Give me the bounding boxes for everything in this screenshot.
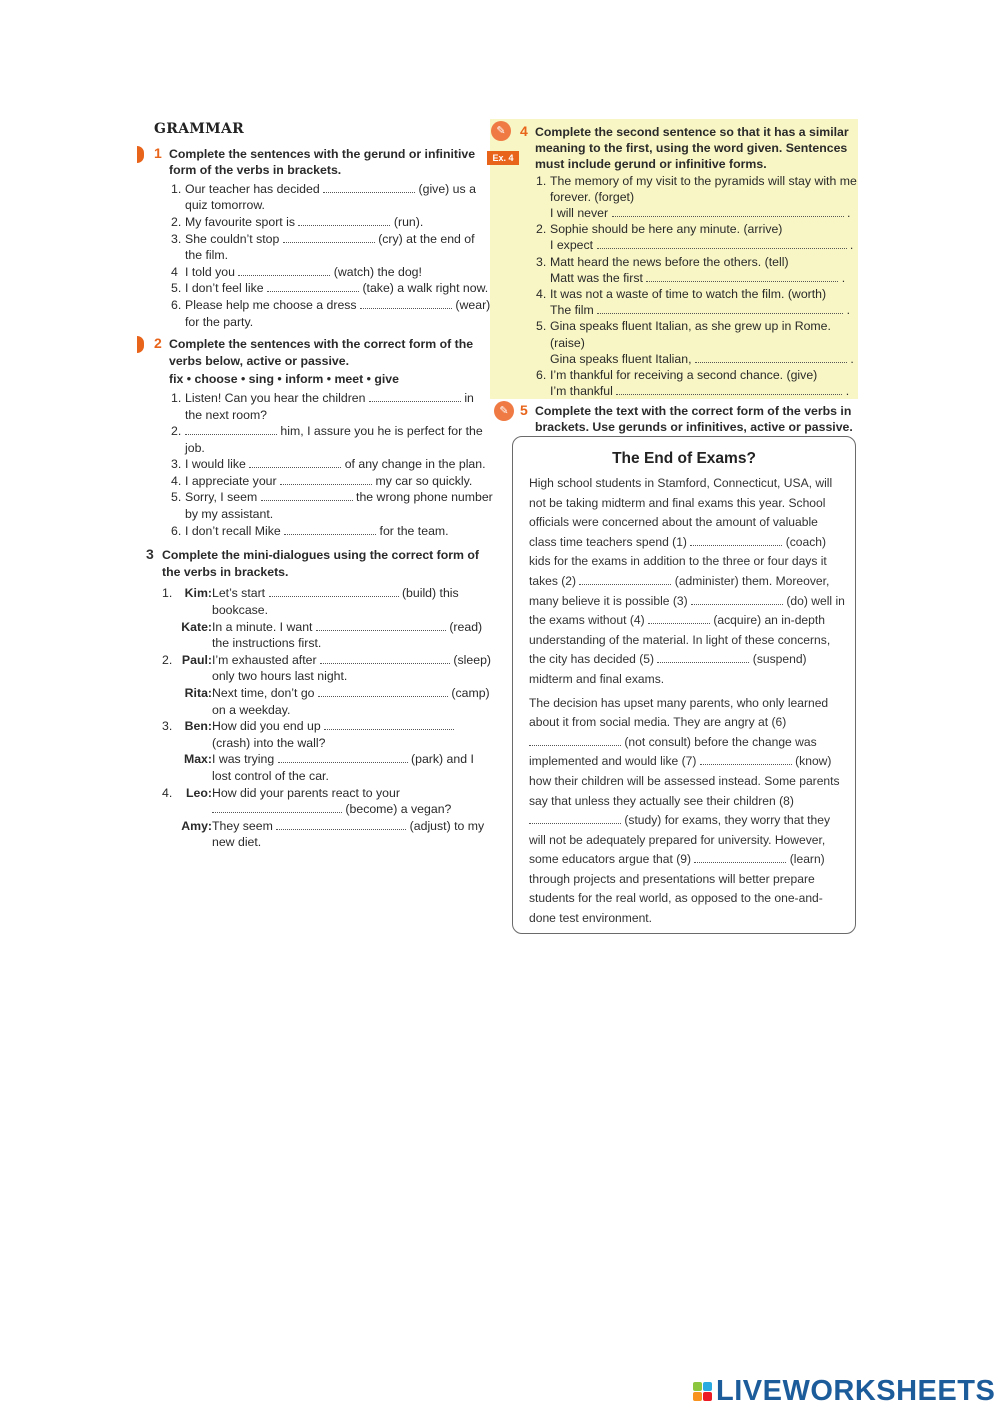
answer-line: I expect .: [550, 238, 854, 253]
list-item: 6. I’m thankful for receiving a second chance. (give): [536, 368, 818, 383]
answer-line: The film .: [550, 303, 850, 318]
answer-gap[interactable]: [212, 801, 342, 813]
list-item: 3. I would like of any change in the plan.: [171, 457, 486, 472]
speaker: Rita:: [184, 686, 212, 700]
list-item: 1. The memory of my visit to the pyramids will stay with me forever. (forget): [536, 173, 857, 204]
answer-gap[interactable]: [323, 181, 415, 193]
answer-gap[interactable]: [298, 214, 390, 226]
speaker: Kate:: [181, 619, 212, 634]
paragraph: The decision has upset many parents, who only learned about it from social media. They are angry at (6) (not consult) before the change was implemented and would like (7) (know) how their children will be assessed instead. Some parents say that unless they actually see their children (8) (study) for exams, they worry that they will not be adequately prepared for university. However, some educators argue that (9) (learn) through projects and presentations will better prepare students for the real world, as opposed to the one-and-done test environment.: [529, 695, 840, 926]
article-body: [529, 474, 847, 929]
reading-text-box: [512, 436, 856, 936]
list-item: 1. Our teacher has decided (give) us a quiz tomorrow.: [171, 181, 476, 213]
answer-gap[interactable]: [267, 280, 359, 292]
list-item: 2. Sophie should be here any minute. (arrive): [536, 222, 783, 237]
exercise-2: [143, 336, 493, 539]
exercise-marker: [137, 336, 144, 353]
paragraph: High school students in Stamford, Connecticut, USA, will not be taking midterm and final exams this year. School officials were concerned about the amount of valuable class time teachers spend (1) (coach) kids for the exams in addition to the three or four days it takes (2) (administer) them. Moreover, many believe it is possible (3) (do) well in the exams without (4) (acquire) an in-depth understanding of the material. In light of these concerns, the city has decided (5) (suspend) midterm and final exams.: [529, 476, 845, 686]
edit-icon[interactable]: ✎: [494, 401, 514, 421]
exercise-number: 4: [520, 123, 528, 139]
list-item: 5. I don’t feel like (take) a walk right now.: [171, 281, 489, 296]
answer-gap[interactable]: [646, 270, 838, 282]
exercise-instructions: Complete the sentences with the gerund or infinitive form of the verbs in brackets.: [169, 146, 476, 178]
answer-gap-6[interactable]: [529, 734, 621, 746]
section-title: GRAMMAR: [154, 121, 245, 137]
answer-gap[interactable]: [280, 473, 372, 485]
speaker: Max:: [183, 752, 212, 767]
exercise-instructions: Complete the second sentence so that it has a similar meaning to the first, using the word given. Sentences must include gerund or infinitive forms.: [535, 125, 849, 172]
exercise-1: [143, 146, 493, 331]
answer-gap[interactable]: [238, 264, 330, 276]
exercise-number: 1: [154, 144, 162, 161]
answer-gap[interactable]: [284, 523, 376, 535]
exercise-instructions: Complete the sentences with the correct form of the verbs below, active or passive.: [169, 337, 474, 368]
answer-gap-5[interactable]: [657, 651, 749, 663]
answer-gap-4[interactable]: [648, 612, 710, 624]
answer-gap[interactable]: [616, 383, 842, 395]
answer-gap[interactable]: [360, 297, 452, 309]
answer-gap[interactable]: [283, 231, 375, 243]
answer-gap[interactable]: [276, 818, 406, 830]
speaker: Amy:: [181, 818, 212, 833]
edit-icon[interactable]: ✎: [491, 121, 511, 141]
answer-gap-2[interactable]: [579, 573, 671, 585]
dialogue-line: Kate: In a minute. I want (read) the instructions first.: [162, 619, 493, 652]
answer-gap[interactable]: [597, 237, 847, 249]
list-item: 6. I don’t recall Mike for the team.: [171, 523, 449, 538]
exercise-5: [520, 403, 858, 435]
speaker: Paul:: [181, 652, 212, 667]
answer-gap-7[interactable]: [700, 753, 792, 765]
exercise-number: 5: [520, 402, 528, 418]
speaker: Ben:: [184, 719, 212, 734]
dialogue-line: 1. Kim: Let’s start (build) this bookcase.: [162, 586, 459, 618]
answer-gap-8[interactable]: [529, 812, 621, 824]
exercise-3: [143, 547, 493, 851]
list-item: 5. Sorry, I seem the wrong phone number by my assistant.: [171, 490, 493, 522]
list-item: 5. Gina speaks fluent Italian, as she grew up in Rome. (raise): [536, 319, 831, 350]
exercise-4: [520, 124, 858, 399]
article-title: The End of Exams?: [612, 450, 756, 467]
logo-text: LIVEWORKSHEETS: [716, 1374, 996, 1407]
dialogue-line: 3. Ben: How did you end up (crash) into the wall?: [162, 718, 493, 751]
answer-gap[interactable]: [269, 585, 399, 597]
exercise-instructions: Complete the mini-dialogues using the correct form of the verbs in brackets.: [162, 548, 480, 579]
dialogue-line: 4. Leo: How did your parents react to your (become) a vegan?: [162, 785, 452, 817]
answer-gap[interactable]: [369, 390, 461, 402]
left-column: [143, 121, 493, 851]
list-item: 3. Matt heard the news before the others. (tell): [536, 254, 789, 269]
exercise-instructions: Complete the text with the correct form of the verbs in brackets. Use gerunds or infinitives, active or passive.: [535, 404, 853, 435]
exercise-number: 2: [154, 335, 162, 352]
answer-line: I’m thankful .: [550, 384, 850, 399]
answer-gap[interactable]: [249, 456, 341, 468]
answer-line: Matt was the first .: [550, 270, 846, 285]
answer-gap[interactable]: [320, 652, 450, 664]
logo-mark-icon: [693, 1382, 712, 1401]
list-item: 1. Listen! Can you hear the children in the next room?: [171, 390, 474, 422]
dialogue-line: 2. Paul: I’m exhausted after (sleep) only two hours last night.: [162, 652, 492, 684]
answer-gap[interactable]: [695, 351, 847, 363]
liveworksheets-logo: [693, 1375, 995, 1407]
answer-gap[interactable]: [318, 685, 448, 697]
speaker: Kim:: [184, 586, 212, 601]
answer-gap-3[interactable]: [691, 593, 783, 605]
answer-line: Gina speaks fluent Italian, .: [550, 351, 854, 366]
dialogue-line: Amy: They seem (adjust) to my new diet.: [162, 818, 493, 851]
speaker: Leo:: [186, 785, 212, 800]
answer-gap-1[interactable]: [690, 534, 782, 546]
dialogue-line: Max: I was trying (park) and I lost control of the car.: [162, 751, 493, 784]
answer-gap[interactable]: [185, 423, 277, 435]
answer-gap[interactable]: [324, 718, 454, 730]
list-item: 4 I told you (watch) the dog!: [171, 264, 422, 279]
word-bank: fix • choose • sing • inform • meet • give: [169, 372, 399, 387]
answer-gap[interactable]: [612, 205, 844, 217]
answer-gap[interactable]: [316, 619, 446, 631]
answer-line: I will never .: [550, 206, 851, 221]
answer-gap[interactable]: [261, 489, 353, 501]
exercise-number: 3: [146, 546, 154, 563]
list-item: 2. My favourite sport is (run).: [171, 214, 424, 229]
answer-gap-9[interactable]: [694, 851, 786, 863]
answer-gap[interactable]: [597, 302, 843, 314]
exercise-tag: Ex. 4: [487, 151, 519, 165]
list-item: 4. It was not a waste of time to watch the film. (worth): [536, 287, 827, 302]
exercise-marker: [137, 146, 144, 163]
list-item: 6. Please help me choose a dress (wear) for the party.: [171, 297, 491, 329]
list-item: 2. him, I assure you he is perfect for the job.: [171, 424, 483, 455]
list-item: 3. She couldn’t stop (cry) at the end of the film.: [171, 231, 475, 263]
list-item: 4. I appreciate your my car so quickly.: [171, 473, 473, 488]
answer-gap[interactable]: [278, 751, 408, 763]
dialogue-line: Rita: Next time, don’t go (camp) on a weekday.: [162, 685, 493, 718]
